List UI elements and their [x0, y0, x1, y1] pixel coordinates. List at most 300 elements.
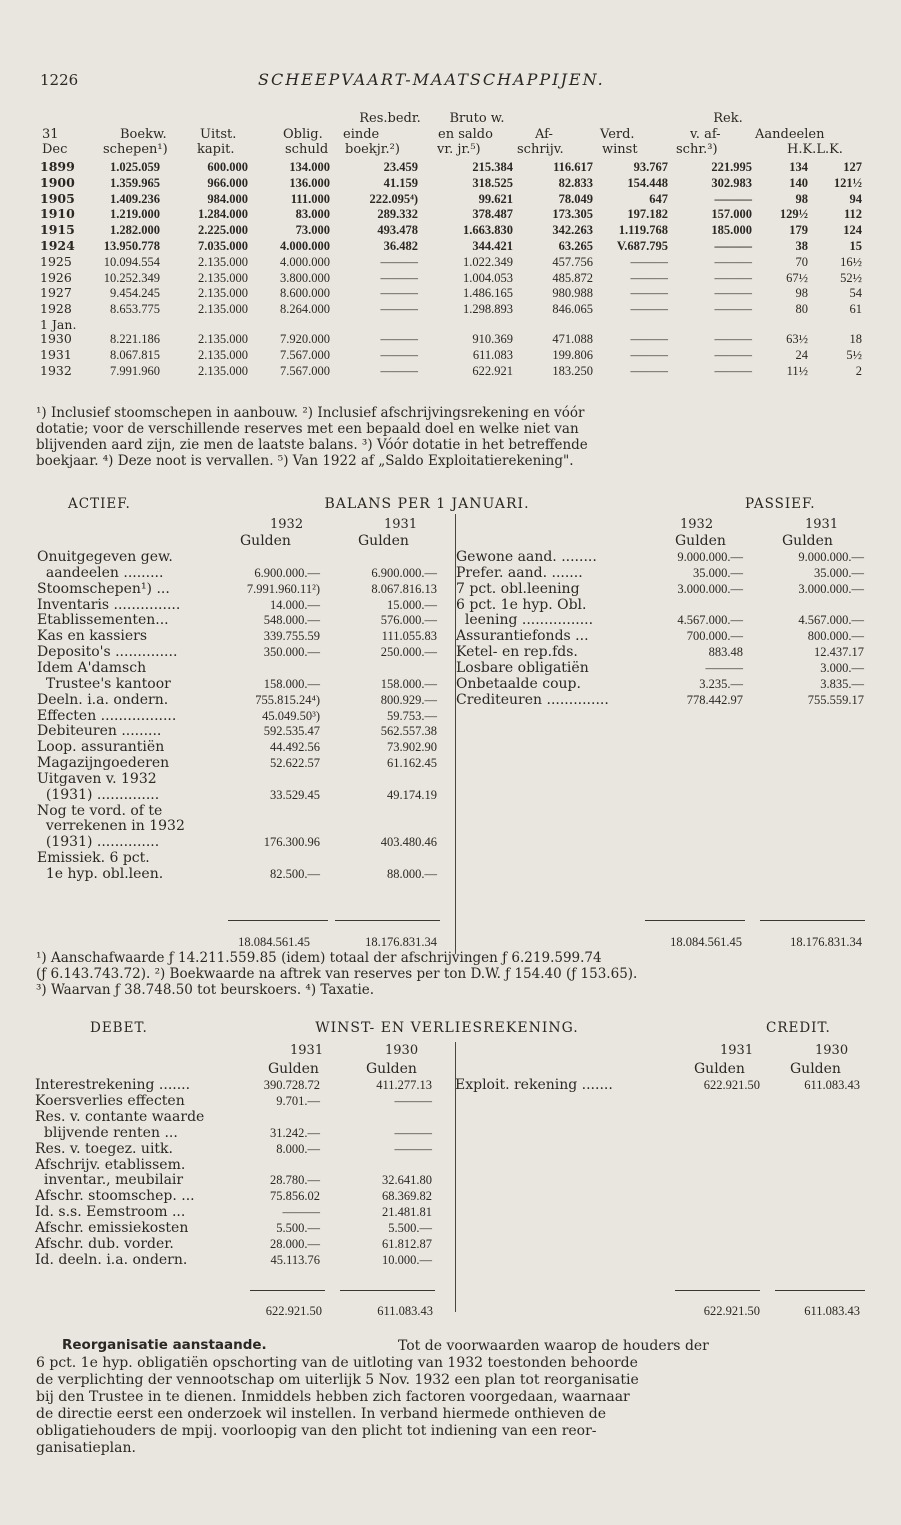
actief-label: Onuitgegeven gew.: [37, 549, 173, 565]
debet-1931: 390.728.72: [263, 1078, 320, 1092]
stats-header: schuld: [285, 142, 329, 157]
stats-cell: ———: [630, 347, 668, 362]
stats-cell: ———: [630, 363, 668, 378]
balance-year: 1931: [384, 517, 418, 532]
credit-1931: 622.921.50: [703, 1078, 760, 1092]
stats-cell: 302.983: [711, 175, 752, 190]
actief-total-1931: 18.176.831.34: [365, 935, 437, 949]
balance-unit: Gulden: [358, 533, 409, 549]
stats-footnote: blijvenden aard zijn, zie men de laatste balans. ³) Vóór dotatie in het betreffende: [36, 437, 588, 453]
stats-cell: 1.284.000: [198, 207, 248, 222]
debet-1931: 31.242.—: [270, 1125, 320, 1140]
debet-total-rule: [340, 1290, 435, 1291]
stats-cell: 15: [849, 239, 862, 253]
actief-1931: 8.067.816.13: [371, 581, 437, 596]
pl-year: 1931: [720, 1043, 754, 1058]
actief-1931: 250.000.—: [380, 645, 437, 660]
stats-cell: 63.265: [558, 239, 593, 253]
stats-year: 1915: [40, 222, 75, 238]
passief-label: Crediteuren ..............: [456, 691, 609, 708]
balance-year: 1932: [270, 517, 304, 532]
actief-label: Deeln. i.a. ondern.: [37, 691, 169, 708]
stats-footnote: boekjaar. ⁴) Deze noot is vervallen. ⁵) Van 1922 af „Saldo Exploitatierekening".: [36, 453, 574, 469]
debet-label: Res. v. contante waarde: [35, 1108, 205, 1125]
balance-unit: Gulden: [782, 533, 833, 549]
actief-label: aandeelen .........: [37, 564, 164, 581]
stats-cell: ———: [714, 302, 752, 317]
stats-year: 1 Jan.: [40, 317, 77, 332]
stats-cell: 7.991.960: [110, 363, 160, 378]
pl-unit: Gulden: [366, 1061, 417, 1077]
passief-1932: ———: [705, 660, 743, 675]
stats-cell: 140: [789, 175, 808, 190]
stats-cell: 493.478: [377, 223, 418, 238]
passief-1931: 3.000.—: [820, 660, 864, 675]
stats-cell: 1.282.000: [110, 223, 160, 238]
stats-header-top: Rek.: [713, 111, 743, 126]
debet-1930: 32.641.80: [382, 1173, 432, 1188]
stats-cell: 7.567.000: [280, 363, 330, 378]
stats-cell: 222.095⁴): [369, 191, 418, 206]
stats-cell: ———: [714, 270, 752, 285]
stats-cell: 73.000: [295, 223, 330, 238]
debet-1930: 61.812.87: [382, 1237, 432, 1251]
actief-1932: 176.300.96: [263, 835, 320, 850]
stats-header: Aandeelen: [755, 127, 825, 142]
passief-1932: 35.000.—: [693, 565, 743, 580]
stats-cell: 2.135.000: [198, 332, 248, 346]
stats-cell: 980.988: [552, 286, 593, 301]
passief-1932: 778.442.97: [686, 692, 743, 707]
stats-cell: 83.000: [295, 207, 330, 222]
stats-year: 1926: [40, 269, 72, 285]
stats-cell: 8.600.000: [280, 286, 330, 301]
stats-year: 1932: [40, 362, 72, 378]
actief-1931: 15.000.—: [387, 597, 437, 612]
debet-label: Id. deeln. i.a. ondern.: [35, 1251, 188, 1268]
stats-cell: ———: [714, 363, 752, 378]
stats-cell: 1.022.349: [463, 254, 513, 269]
stats-cell: 4.000.000: [280, 254, 330, 269]
debet-1930: 68.369.82: [382, 1189, 432, 1204]
stats-cell: 9.454.245: [110, 286, 160, 301]
stats-header: schrijv.: [517, 142, 564, 157]
actief-1931: 403.480.46: [380, 835, 437, 850]
stats-cell: 1.119.768: [618, 223, 668, 238]
stats-header: Boekw.: [120, 127, 167, 142]
debet-1931: 9.701.—: [276, 1093, 320, 1108]
credit-total-rule: [675, 1290, 760, 1291]
stats-header-top: Bruto w.: [449, 111, 505, 126]
pl-year: 1931: [290, 1043, 324, 1058]
stats-header: schr.³): [676, 142, 718, 157]
stats-cell: 199.806: [552, 347, 593, 362]
stats-cell: 984.000: [207, 191, 248, 206]
credit-total-rule: [775, 1290, 865, 1291]
reorganisation-text: bij den Trustee in te dienen. Inmiddels hebben zich factoren voorgedaan, waarnaar: [36, 1389, 630, 1405]
stats-header: v. af-: [690, 127, 721, 142]
debet-label: Afschr. stoomschep. ...: [35, 1188, 195, 1205]
passief-1932: 3.235.—: [699, 676, 743, 691]
actief-1932: 158.000.—: [263, 676, 320, 691]
stats-cell: 157.000: [711, 207, 752, 222]
stats-cell: 8.221.186: [110, 332, 160, 346]
stats-cell: 52½: [840, 270, 862, 285]
stats-cell: 10.252.349: [103, 270, 160, 285]
stats-cell: 94: [849, 191, 862, 206]
stats-cell: 121½: [833, 175, 862, 190]
stats-cell: 5½: [846, 347, 862, 362]
stats-year: 1925: [40, 253, 72, 269]
stats-cell: 289.332: [377, 207, 418, 222]
stats-cell: 2.135.000: [198, 347, 248, 362]
stats-cell: 966.000: [207, 175, 248, 190]
stats-cell: 61: [849, 302, 862, 317]
stats-cell: 154.448: [627, 175, 668, 190]
actief-1931: 6.900.000.—: [371, 565, 437, 580]
stats-cell: 1.409.236: [110, 191, 160, 206]
passief-label: Assurantiefonds ...: [456, 628, 589, 645]
stats-cell: 2.225.000: [198, 223, 248, 238]
pl-year: 1930: [815, 1043, 849, 1058]
actief-label: Emissiek. 6 pct.: [37, 850, 150, 867]
actief-1932: 82.500.—: [270, 867, 320, 881]
stats-year: 1930: [40, 331, 72, 346]
actief-total-rule: [228, 920, 328, 921]
reorganisation-text: Tot de voorwaarden waarop de houders der: [398, 1338, 709, 1354]
passief-label: Onbetaalde coup.: [456, 675, 581, 692]
debet-1930: ———: [394, 1141, 432, 1156]
actief-label: 1e hyp. obl.leen.: [37, 866, 164, 882]
stats-cell: 18: [849, 332, 862, 346]
actief-label: Effecten .................: [37, 707, 177, 724]
pl-unit: Gulden: [694, 1061, 745, 1077]
stats-cell: 23.459: [383, 160, 418, 174]
actief-label: Stoomschepen¹) ...: [37, 580, 170, 597]
debet-1931: 75.856.02: [270, 1189, 320, 1204]
stats-cell: 215.384: [472, 160, 513, 174]
debet-1931: ———: [282, 1205, 320, 1220]
balance-unit: Gulden: [240, 533, 291, 549]
passief-total-rule: [760, 920, 865, 921]
stats-cell: 1.025.059: [110, 160, 160, 174]
actief-label: verrekenen in 1932: [37, 818, 185, 835]
passief-1931: 9.000.000.—: [798, 550, 864, 564]
credit-total-1930: 611.083.43: [804, 1304, 860, 1318]
stats-cell: ———: [630, 270, 668, 285]
passief-1931: 3.000.000.—: [798, 581, 864, 596]
stats-cell: 10.094.554: [103, 254, 160, 269]
debet-total-1931: 622.921.50: [265, 1304, 322, 1318]
pl-year: 1930: [385, 1043, 419, 1058]
stats-cell: 124: [843, 223, 862, 238]
actief-1932: 755.815.24⁴): [255, 692, 320, 707]
stats-cell: ———: [714, 332, 752, 346]
stats-cell: 1.298.893: [463, 302, 513, 317]
passief-1932: 9.000.000.—: [677, 550, 743, 564]
stats-cell: 78.049: [558, 191, 593, 206]
credit-label: Exploit. rekening .......: [455, 1077, 613, 1093]
stats-cell: ———: [714, 254, 752, 269]
debet-label: Id. s.s. Eemstroom ...: [35, 1204, 186, 1221]
stats-cell: 221.995: [711, 160, 752, 174]
debet-label: inventar., meubilair: [35, 1172, 184, 1189]
stats-cell: 116.617: [553, 160, 593, 174]
reorganisation-text: 6 pct. 1e hyp. obligatiën opschorting van de uitloting van 1932 toestonden behoorde: [36, 1355, 638, 1371]
stats-cell: 318.525: [472, 175, 513, 190]
stats-cell: 98: [795, 191, 808, 206]
stats-cell: 1.663.830: [463, 223, 513, 238]
stats-cell: 134: [789, 160, 808, 174]
actief-1931: 49.174.19: [387, 787, 437, 802]
debet-label: blijvende renten ...: [35, 1124, 178, 1141]
stats-header: kapit.: [197, 142, 235, 157]
stats-cell: ———: [714, 239, 752, 253]
stats-cell: 63½: [786, 332, 808, 346]
stats-header: 31: [42, 127, 59, 142]
stats-cell: 112: [843, 207, 862, 222]
stats-cell: 41.159: [383, 175, 418, 190]
stats-cell: 54: [849, 286, 862, 301]
stats-cell: 471.088: [552, 332, 593, 346]
stats-cell: ———: [714, 347, 752, 362]
stats-header: schepen¹): [103, 142, 168, 157]
stats-cell: 80: [795, 302, 808, 317]
stats-cell: 2.135.000: [198, 254, 248, 269]
stats-year: 1899: [40, 159, 75, 174]
stats-header: en saldo: [438, 127, 493, 142]
balance-footnote: ¹) Aanschafwaarde ƒ 14.211.559.85 (idem) totaal der afschrijvingen ƒ 6.219.599.74: [36, 950, 602, 966]
pl-unit: Gulden: [790, 1061, 841, 1077]
debet-1930: 5.500.—: [388, 1221, 432, 1236]
stats-cell: V.687.795: [616, 239, 668, 253]
actief-1931: 576.000.—: [380, 613, 437, 628]
debet-total-1930: 611.083.43: [377, 1304, 433, 1318]
stats-cell: 600.000: [207, 160, 248, 174]
stats-cell: ———: [630, 254, 668, 269]
passief-1931: 35.000.—: [814, 565, 864, 580]
stats-header: Verd.: [600, 127, 635, 142]
stats-cell: 183.250: [552, 363, 593, 378]
actief-1932: 548.000.—: [263, 613, 320, 628]
passief-1932: 4.567.000.—: [677, 613, 743, 628]
stats-cell: 8.264.000: [280, 302, 330, 317]
actief-1932: 339.755.59: [263, 629, 320, 644]
actief-1932: 14.000.—: [270, 597, 320, 612]
stats-cell: 622.921: [472, 363, 513, 378]
actief-total-rule: [335, 920, 440, 921]
passief-label: 6 pct. 1e hyp. Obl.: [456, 596, 587, 613]
stats-cell: 24: [795, 347, 808, 362]
actief-1932: 6.900.000.—: [254, 565, 320, 580]
stats-header: winst: [602, 142, 638, 157]
stats-cell: 1.004.053: [463, 270, 513, 285]
passief-total-1932: 18.084.561.45: [670, 935, 742, 949]
stats-cell: 485.872: [552, 270, 593, 285]
stats-header: Oblig.: [283, 127, 323, 142]
balance-actief-title: ACTIEF.: [68, 496, 131, 512]
stats-cell: 2.135.000: [198, 270, 248, 285]
debet-1930: 21.481.81: [382, 1205, 432, 1220]
stats-year: 1927: [40, 285, 72, 301]
balance-passief-title: PASSIEF.: [745, 496, 816, 512]
stats-cell: 185.000: [711, 223, 752, 238]
credit-1930: 611.083.43: [804, 1078, 860, 1092]
debet-1931: 8.000.—: [276, 1141, 320, 1156]
passief-1931: 800.000.—: [807, 629, 864, 644]
stats-footnote: dotatie; voor de verschillende reserves met een bepaald doel en welke niet van: [36, 421, 579, 437]
actief-1932: 52.622.57: [270, 756, 320, 771]
actief-1932: 45.049.50³): [262, 708, 320, 723]
passief-1932: 3.000.000.—: [677, 581, 743, 596]
stats-year: 1900: [40, 174, 75, 190]
passief-1931: 12.437.17: [814, 645, 864, 660]
passief-1931: 3.835.—: [820, 676, 864, 691]
stats-year: 1931: [40, 346, 72, 362]
stats-cell: 457.756: [552, 254, 593, 269]
actief-total-1932: 18.084.561.45: [238, 935, 310, 949]
actief-label: (1931) ..............: [37, 786, 160, 803]
actief-label: Etablissementen...: [37, 612, 169, 629]
stats-header: H.K.L.K.: [787, 142, 843, 157]
actief-label: (1931) ..............: [37, 834, 160, 851]
page-number: 1226: [40, 71, 79, 89]
actief-1932: 7.991.960.11²): [246, 581, 320, 596]
stats-cell: 67½: [786, 270, 808, 285]
stats-cell: ———: [630, 332, 668, 346]
pl-unit: Gulden: [268, 1061, 319, 1077]
debet-1931: 28.780.—: [270, 1173, 320, 1188]
pl-title: WINST- EN VERLIESREKENING.: [315, 1020, 579, 1036]
stats-cell: 2.135.000: [198, 302, 248, 317]
stats-header: Af-: [535, 127, 553, 142]
actief-label: Inventaris ...............: [37, 596, 181, 613]
actief-1931: 61.162.45: [387, 756, 437, 771]
stats-cell: 1.486.165: [463, 286, 513, 301]
stats-cell: 2.135.000: [198, 286, 248, 301]
stats-cell: 136.000: [289, 175, 330, 190]
stats-cell: 7.035.000: [198, 239, 248, 253]
passief-total-1931: 18.176.831.34: [790, 935, 862, 949]
stats-year: 1910: [40, 206, 75, 222]
stats-header: vr. jr.⁵): [437, 142, 481, 157]
stats-cell: 98: [795, 286, 808, 301]
debet-label: Res. v. toegez. uitk.: [35, 1140, 173, 1157]
stats-cell: 2: [855, 363, 862, 378]
passief-1931: 755.559.17: [807, 692, 864, 707]
pl-credit-title: CREDIT.: [766, 1020, 831, 1036]
debet-1930: 411.277.13: [376, 1078, 432, 1092]
stats-cell: ———: [380, 254, 418, 269]
stats-cell: 111.000: [290, 191, 330, 206]
stats-year: 1905: [40, 190, 75, 206]
debet-label: Afschrijv. etablissem.: [35, 1156, 186, 1173]
stats-cell: 647: [649, 191, 668, 206]
actief-label: Trustee's kantoor: [37, 675, 171, 692]
actief-label: Kas en kassiers: [37, 628, 148, 645]
stats-cell: ———: [630, 302, 668, 317]
balance-footnote: (ƒ 6.143.743.72). ²) Boekwaarde na aftrek van reserves per ton D.W. ƒ 154.40 (ƒ 153.65).: [36, 966, 638, 982]
running-title: SCHEEPVAART-MAATSCHAPPIJEN.: [258, 70, 605, 89]
actief-label: Magazijngoederen: [37, 755, 170, 772]
stats-cell: 4.000.000: [280, 239, 330, 253]
actief-label: Debiteuren .........: [37, 723, 162, 740]
passief-1932: 700.000.—: [686, 629, 743, 644]
reorganisation-text: obligatiehouders de mpij. voorloopig van den plicht tot indiening van een reor-: [36, 1423, 597, 1439]
stats-cell: ———: [380, 286, 418, 301]
balance-year: 1931: [805, 517, 839, 532]
actief-1931: 59.753.—: [387, 708, 437, 723]
stats-year: 1924: [40, 238, 75, 253]
actief-label: Nog te vord. of te: [37, 802, 163, 819]
reorganisation-heading: Reorganisatie aanstaande.: [62, 1337, 267, 1353]
debet-label: Koersverlies effecten: [35, 1092, 185, 1109]
stats-cell: 197.182: [627, 207, 668, 222]
stats-footnote: ¹) Inclusief stoomschepen in aanbouw. ²) Inclusief afschrijvingsrekening en vóór: [36, 405, 585, 421]
stats-cell: 344.421: [472, 239, 513, 253]
passief-label: Gewone aand. ........: [456, 549, 597, 565]
stats-cell: 129½: [779, 207, 808, 222]
stats-cell: 82.833: [558, 175, 593, 190]
debet-label: Afschr. dub. vorder.: [35, 1236, 174, 1252]
stats-header: Uitst.: [200, 127, 237, 142]
stats-cell: ———: [380, 332, 418, 346]
debet-1931: 28.000.—: [270, 1237, 320, 1251]
stats-cell: ———: [380, 363, 418, 378]
reorganisation-text: de directie eerst een onderzoek wil instellen. In verband hiermede onthieven de: [36, 1406, 607, 1422]
actief-1932: 592.535.47: [263, 724, 320, 739]
stats-cell: 93.767: [633, 160, 668, 174]
passief-label: leening ................: [456, 612, 594, 629]
stats-cell: 13.950.778: [103, 239, 160, 253]
balance-footnote: ³) Waarvan ƒ 38.748.50 tot beurskoers. ⁴) Taxatie.: [36, 982, 375, 998]
stats-cell: ———: [714, 191, 752, 206]
stats-cell: 38: [795, 239, 808, 253]
stats-cell: 7.920.000: [280, 332, 330, 346]
debet-total-rule: [250, 1290, 325, 1291]
actief-label: Idem A'damsch: [37, 659, 147, 676]
stats-header: einde: [343, 127, 380, 142]
stats-cell: 70: [795, 254, 808, 269]
stats-cell: 910.369: [472, 332, 513, 346]
stats-cell: 179: [789, 223, 808, 238]
stats-cell: 134.000: [289, 160, 330, 174]
stats-cell: 3.800.000: [280, 270, 330, 285]
reorganisation-text: de verplichting der vennootschap om uiterlijk 5 Nov. 1932 een plan tot reorganisatie: [36, 1372, 639, 1388]
passief-1931: 4.567.000.—: [798, 613, 864, 628]
debet-1930: ———: [394, 1125, 432, 1140]
actief-label: Uitgaven v. 1932: [37, 770, 157, 787]
stats-cell: 7.567.000: [280, 347, 330, 362]
stats-cell: 11½: [786, 363, 808, 378]
stats-cell: ———: [380, 270, 418, 285]
actief-1931: 111.055.83: [381, 629, 437, 644]
actief-1932: 44.492.56: [270, 740, 320, 755]
stats-cell: ———: [380, 347, 418, 362]
passief-label: Ketel- en rep.fds.: [456, 644, 578, 661]
actief-1931: 88.000.—: [387, 867, 437, 881]
stats-cell: 16½: [840, 254, 862, 269]
stats-cell: ———: [714, 286, 752, 301]
credit-total-1931: 622.921.50: [703, 1304, 760, 1318]
balance-year: 1932: [680, 517, 714, 532]
stats-cell: 1.219.000: [110, 207, 160, 222]
stats-header: Dec: [42, 142, 68, 157]
debet-label: Afschr. emissiekosten: [35, 1220, 189, 1237]
passief-total-rule: [645, 920, 745, 921]
stats-cell: 342.263: [552, 223, 593, 238]
stats-cell: 611.083: [472, 347, 513, 362]
